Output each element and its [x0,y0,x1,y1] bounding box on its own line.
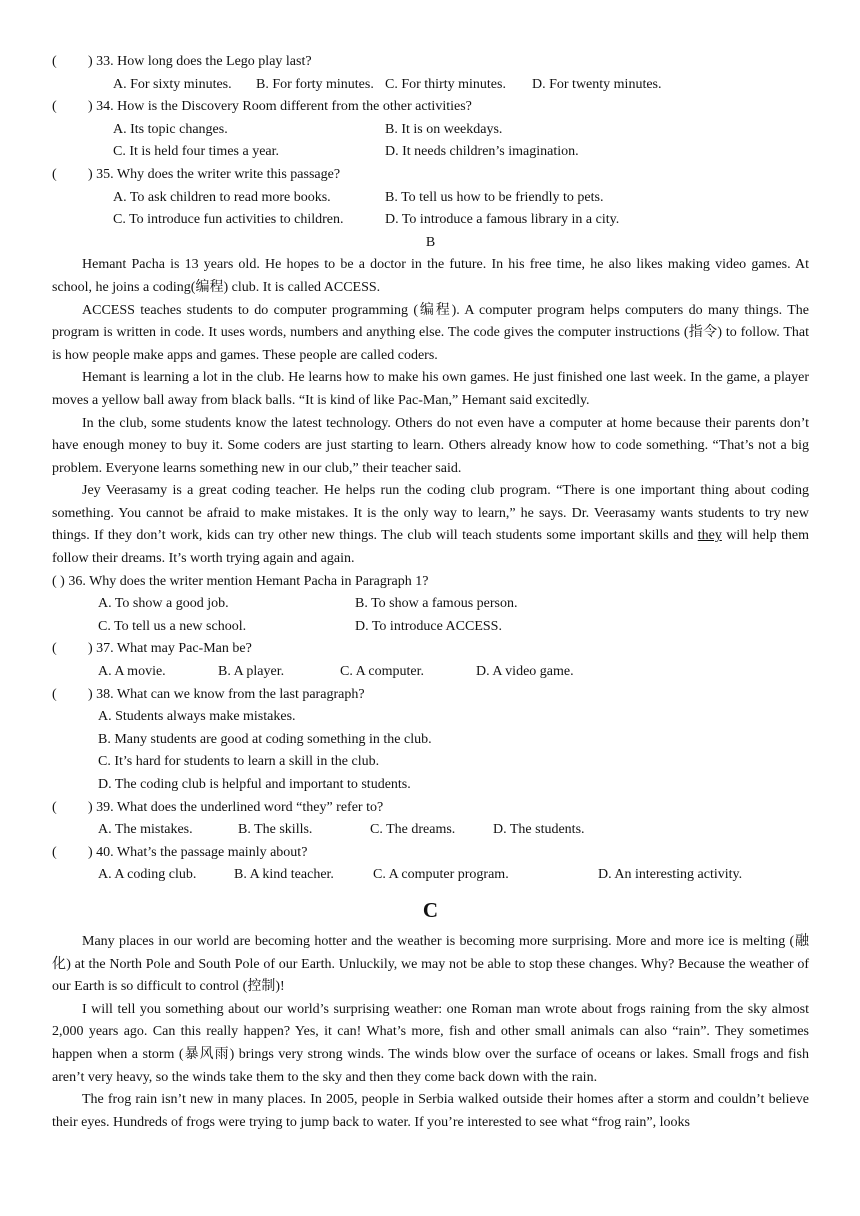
option-a: A. Its topic changes. [113,121,228,137]
question-stem: ) 34. How is the Discovery Room different from the other activities? [88,99,472,115]
exam-page [52,51,809,1134]
option-d: D. To introduce ACCESS. [355,618,502,634]
question-38 [52,684,809,707]
question-39-options [52,819,809,842]
answer-blank[interactable]: ( [52,166,57,182]
option-b: B. A kind teacher. [234,867,334,883]
question-stem: ) 39. What does the underlined word “they” refer to? [88,799,384,815]
passage-b-paragraph-2: ACCESS teaches students to do computer programming (编程). A computer program helps computers do many things. The program is written in code. It uses words, numbers and anything else. The code gives the computer instructions (指令) to follow. That is how people make apps and games. These people are called coders. [52,302,809,363]
option-b: B. A player. [218,664,285,680]
option-a: A. For sixty minutes. [113,76,232,92]
option-a: A. Students always make mistakes. [98,709,296,725]
option-d: D. To introduce a famous library in a city. [385,212,620,228]
option-d: D. A video game. [476,664,574,680]
option-d: D. An interesting activity. [598,867,743,883]
question-35-options-row2 [52,209,809,232]
question-36-options-row1 [52,593,809,616]
question-40-options [52,864,809,887]
option-b: B. For forty minutes. [256,76,374,92]
option-c: C. To tell us a new school. [98,618,247,634]
option-c: C. The dreams. [370,822,456,838]
question-33 [52,51,809,74]
section-c-title: C [422,897,439,922]
question-34-options-row1 [52,119,809,142]
option-d: D. For twenty minutes. [532,76,662,92]
option-a: A. A coding club. [98,867,197,883]
option-c: C. A computer program. [373,867,509,883]
question-35-options-row1 [52,187,809,210]
passage-b-paragraph-1: Hemant Pacha is 13 years old. He hopes to be a doctor in the future. In his free time, he also likes making video games. At school, he joins a coding(编程) club. It is called ACCESS. [52,257,809,295]
option-a: A. The mistakes. [98,822,193,838]
question-35 [52,164,809,187]
option-a: A. To show a good job. [98,596,229,612]
option-c: C. To introduce fun activities to children. [113,212,344,228]
answer-blank[interactable]: ( [52,844,57,860]
option-b: B. Many students are good at coding something in the club. [98,731,432,747]
paragraph-text: Jey Veerasamy is a great coding teacher. He helps run the coding club program. “There is one important thing about coding something. You cannot be afraid to make mistakes. It is the only way to learn,” he says. Dr. Veerasamy wants students to try new things. If they don’t work, kids can try other new things. The club will teach students some important skills and [52,483,809,544]
question-39 [52,797,809,820]
passage-b-paragraph-5 [52,480,809,570]
option-d: D. The students. [493,822,585,838]
answer-blank[interactable]: ( [52,799,57,815]
question-stem: ) 37. What may Pac-Man be? [88,641,252,657]
option-d: D. The coding club is helpful and important to students. [98,777,411,792]
section-b-title: B [425,234,436,250]
answer-blank[interactable]: ( [52,686,57,702]
underlined-word: they [697,528,722,544]
passage-c-paragraph-1: Many places in our world are becoming hotter and the weather is becoming more surprising. More and more ice is melting (融化) at the North Pole and South Pole of our Earth. Unluckily, we may not be able to stop these changes. Why? Because the weather of our Earth is so difficult to control (控制)! [52,933,809,995]
answer-blank[interactable]: ( [52,54,57,69]
question-stem: ) 38. What can we know from the last paragraph? [88,686,365,702]
answer-blank[interactable]: ( [52,641,57,657]
question-36-options-row2 [52,616,809,639]
option-c: C. It’s hard for students to learn a skill in the club. [98,754,380,770]
answer-blank[interactable]: ( [52,99,57,115]
question-stem: ) 40. What’s the passage mainly about? [88,844,308,860]
option-c: C. It is held four times a year. [113,144,280,160]
question-stem: ) 33. How long does the Lego play last? [88,54,312,69]
option-b: B. The skills. [238,822,313,838]
question-34 [52,96,809,119]
question-stem: ) 35. Why does the writer write this passage? [88,166,341,182]
option-d: D. It needs children’s imagination. [385,144,579,160]
passage-c-paragraph-2: I will tell you something about our world’s surprising weather: one Roman man wrote about frogs raining from the sky almost 2,000 years ago. Can this really happen? Yes, it can! What’s more, fish and other small animals can also “rain”. They sometimes happen when a storm (暴风雨) brings very strong winds. The winds blow over the surface of oceans or lakes. Small frogs and fish aren’t very heavy, so the winds take them to the sky and then they come back down with the rain. [52,1001,809,1085]
paragraph-text: will help them follow their dreams. It’s worth trying again and again. [52,528,809,567]
passage-b-paragraph-3: Hemant is learning a lot in the club. He learns how to make his own games. He just finished one last week. In the game, a player moves a yellow ball away from black balls. “It is kind of like Pac-Man,” Hemant said excitedly. [52,370,809,408]
option-b: B. To tell us how to be friendly to pets. [385,189,604,205]
option-c: C. For thirty minutes. [385,76,506,92]
question-34-options-row2 [52,141,809,164]
passage-c-paragraph-3: The frog rain isn’t new in many places. In 2005, people in Serbia walked outside their homes after a storm and couldn’t believe their eyes. Hundreds of frogs were trying to jump back to water. If you’re interested to see what “frog rain”, looks [52,1092,809,1130]
option-c: C. A computer. [340,664,424,680]
option-b: B. It is on weekdays. [385,121,503,137]
option-b: B. To show a famous person. [355,596,518,612]
question-36: ( ) 36. Why does the writer mention Hemant Pacha in Paragraph 1? [52,573,429,589]
passage-b-paragraph-4: In the club, some students know the latest technology. Others do not even have a computer at home because their parents don’t have enough money to buy it. Some coders are just starting to learn. Others already know how to code something. “That’s not a big problem. Everyone learns something new in our club,” their teacher said. [52,415,809,476]
question-40 [52,842,809,865]
question-33-options [52,74,809,97]
question-37-options [52,661,809,684]
option-a: A. A movie. [98,664,166,680]
option-a: A. To ask children to read more books. [113,189,331,205]
question-37 [52,638,809,661]
